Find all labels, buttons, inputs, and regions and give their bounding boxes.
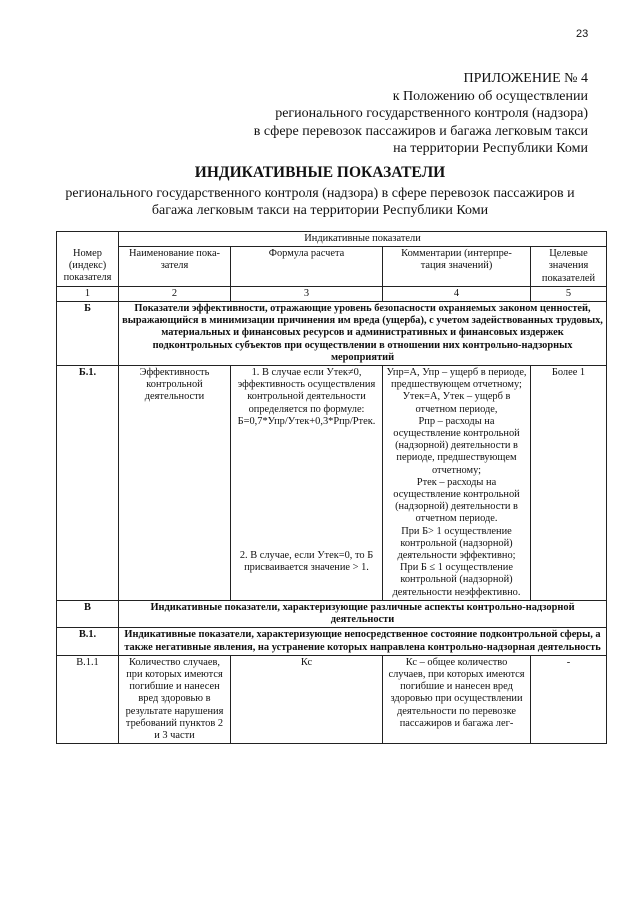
- comment-line: При Б ≤ 1 осуществление контрольной (надзорной) деятельности неэффективно.: [392, 562, 521, 598]
- column-number: 3: [231, 286, 383, 301]
- section-index: В: [57, 600, 119, 627]
- header-name: Наименование пока- зателя: [119, 247, 231, 287]
- header-number: Номер (индекс) показателя: [57, 247, 119, 287]
- column-number: 4: [383, 286, 531, 301]
- formula-equation: Б=0,7*Упр/Утек+0,3*Рпр/Ртек.: [237, 415, 376, 427]
- table-row: [57, 286, 607, 301]
- indicator-name: Эффективность контрольной деятельности: [119, 366, 231, 601]
- table-row: [57, 628, 607, 655]
- column-number: 2: [119, 286, 231, 301]
- comment-line: Рпр – расходы на осуществление контрольной (надзорной) деятельности в периоде, предшествующем отчетному;: [393, 415, 520, 476]
- row-index: В.1.1: [57, 655, 119, 743]
- comment-line: При Б> 1 осуществление контрольной (надзорной) деятельности эффективно;: [397, 525, 516, 562]
- comment-line: Упр=А, Упр – ущерб в периоде, предшествующем отчетному;: [386, 367, 527, 391]
- column-number: 1: [57, 286, 119, 301]
- group-header: Индикативные показатели: [119, 232, 607, 247]
- section-title: Индикативные показатели, характеризующие различные аспекты контрольно-надзорной деятельности: [119, 600, 607, 627]
- row-index: Б.1.: [57, 366, 119, 601]
- section-index: Б: [57, 302, 119, 366]
- document-subtitle: регионального государственного контроля (надзора) в сфере перевозок пассажиров и багажа легковым такси на территории Республики Коми: [65, 186, 575, 218]
- page-number: 23: [576, 28, 589, 40]
- corner-cell: [57, 232, 119, 247]
- table-row: [57, 600, 607, 627]
- indicator-comments: [383, 366, 531, 601]
- section-title: Показатели эффективности, отражающие уровень безопасности охраняемых законом ценностей, выражающийся в минимизации причинения им вреда (ущерба), с учетом задействованных трудовых, материальных и финансовых ресурсов и административных и финансовых издержек подконтрольных субъектов при осуществлении в отношении них контрольно-надзорных мероприятий: [119, 302, 607, 366]
- indicator-name: Количество случаев, при которых имеются погибшие и нанесен вред здоровью в результате нарушения требований пунктов 2 и 3 части: [119, 655, 231, 743]
- comment-line: Утек=А, Утек – ущерб в отчетном периоде,: [402, 391, 511, 415]
- indicator-comments: Кс – общее количество случаев, при которых имеются погибшие и нанесен вред здоровью при осуществлении деятельности по перевозке пассажиров и багажа лег-: [383, 655, 531, 743]
- header-target: Целевые значения показателей: [531, 247, 607, 287]
- section-title: Индикативные показатели, характеризующие непосредственное состояние подконтрольной сферы, а также негативные явления, на устранение которых направлена контрольно-надзорная деятельность: [119, 628, 607, 655]
- table-row: [57, 232, 607, 247]
- appendix-line: в сфере перевозок пассажиров и багажа легковым такси: [253, 123, 588, 139]
- formula-case-2: 2. В случае, если Утек=0, то Б присваивается значение > 1.: [239, 550, 374, 574]
- header-formula: Формула расчета: [231, 247, 383, 287]
- header-comments: Комментарии (интерпре- тация значений): [383, 247, 531, 287]
- spacer: [234, 428, 379, 550]
- document-title: ИНДИКАТИВНЫЕ ПОКАЗАТЕЛИ: [194, 164, 446, 181]
- table-row: [57, 366, 607, 601]
- formula-case-1: 1. В случае если Утек≠0, эффективность осуществления контрольной деятельности определяется по формуле:: [237, 367, 376, 415]
- appendix-line: ПРИЛОЖЕНИЕ № 4: [463, 71, 588, 86]
- comment-line: Ртек – расходы на осуществление контрольной (надзорной) деятельности в отчетном периоде.: [393, 476, 520, 525]
- table-row: [57, 655, 607, 743]
- indicator-target: Более 1: [531, 366, 607, 601]
- table-row: [57, 247, 607, 287]
- column-number: 5: [531, 286, 607, 301]
- appendix-line: на территории Республики Коми: [393, 141, 588, 156]
- appendix-line: к Положению об осуществлении: [392, 88, 588, 104]
- appendix-line: регионального государственного контроля (надзора): [275, 106, 588, 121]
- section-index: В.1.: [57, 628, 119, 655]
- indicators-table: [56, 231, 607, 744]
- table-row: [57, 302, 607, 366]
- appendix-header: [254, 70, 588, 158]
- indicator-formula: Кс: [231, 655, 383, 743]
- indicator-target: -: [531, 655, 607, 743]
- indicator-formula: [231, 366, 383, 601]
